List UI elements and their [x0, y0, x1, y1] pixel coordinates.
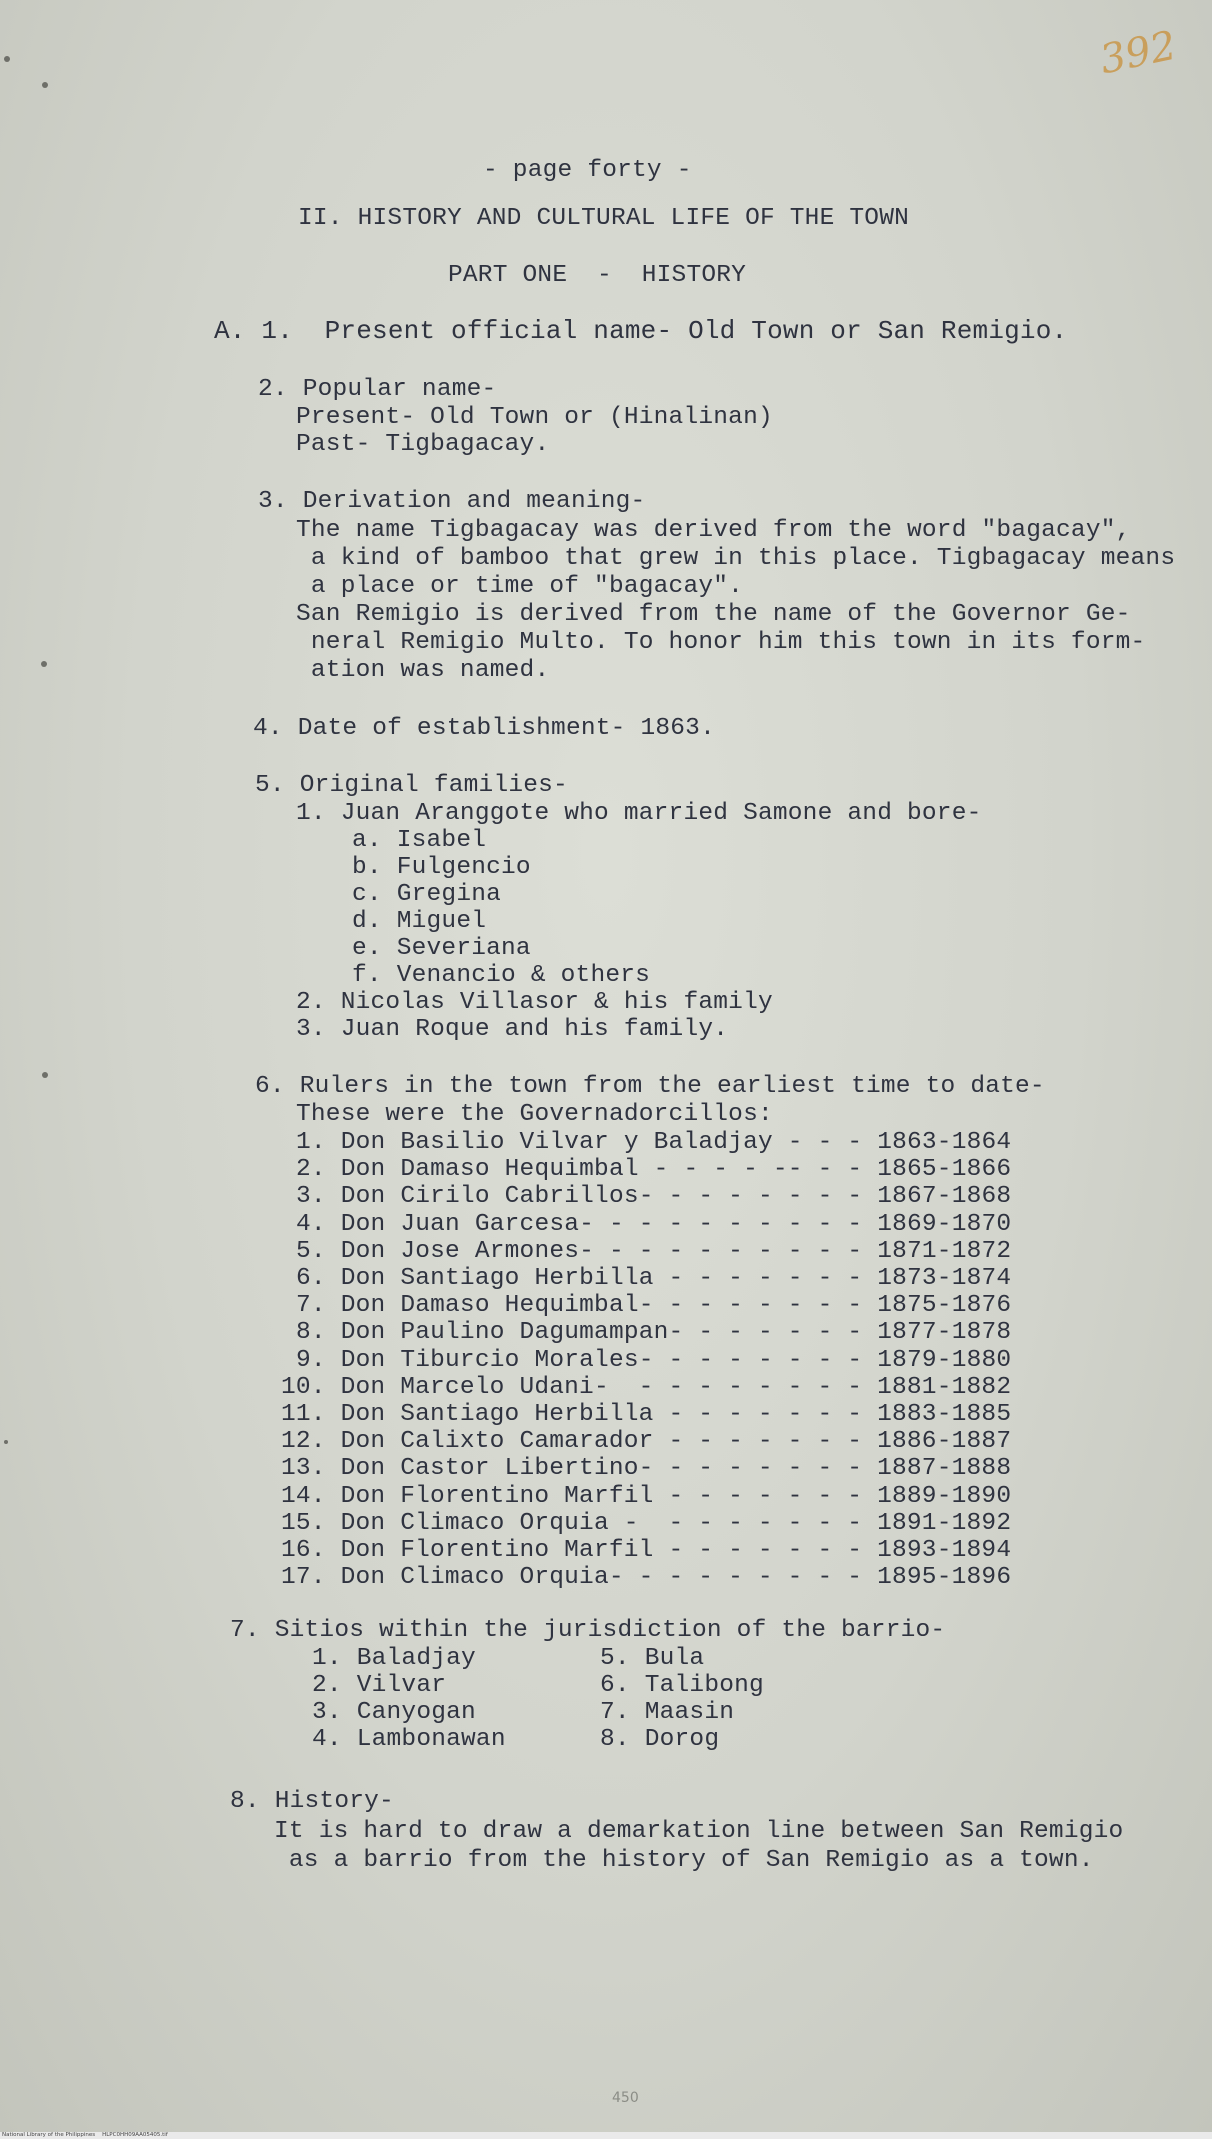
sitios-heading: 7. Sitios within the jurisdiction of the barrio-: [230, 1617, 946, 1644]
sitio-entry: 1. Baladjay: [312, 1645, 476, 1672]
derivation-line: a kind of bamboo that grew in this place. Tigbagacay means: [296, 545, 1176, 572]
rulers-heading: 6. Rulers in the town from the earliest time to date-: [255, 1073, 1045, 1100]
page-label: - page forty -: [483, 157, 692, 184]
child-entry: f. Venancio & others: [352, 962, 651, 989]
sitio-entry: 4. Lambonawan: [312, 1726, 506, 1753]
history-heading: 8. History-: [230, 1788, 394, 1815]
derivation-line: San Remigio is derived from the name of the Governor Ge-: [296, 601, 1131, 628]
sitio-entry: 5. Bula: [600, 1645, 705, 1672]
part-title: PART ONE - HISTORY: [448, 262, 747, 289]
derivation-line: a place or time of "bagacay".: [296, 573, 744, 600]
ruler-entry: 6. Don Santiago Herbilla - - - - - - - 1873-1874: [296, 1265, 1012, 1292]
ruler-entry: 11. Don Santiago Herbilla - - - - - - - 1883-1885: [281, 1401, 1012, 1428]
family-entry: 3. Juan Roque and his family.: [296, 1016, 729, 1043]
derivation-line: The name Tigbagacay was derived from the word "bagacay",: [296, 517, 1131, 544]
family-entry: 1. Juan Aranggote who married Samone and bore-: [296, 800, 982, 827]
ruler-entry: 15. Don Climaco Orquia - - - - - - - - 1891-1892: [281, 1509, 1012, 1537]
sitio-entry: 6. Talibong: [600, 1672, 764, 1699]
binding-hole: [42, 82, 48, 88]
archive-footer: National Library of the Philippines HLPC0HH09AA05405.tif: [0, 2132, 1212, 2139]
popular-name-past: Past- Tigbagacay.: [296, 431, 550, 458]
popular-name-heading: 2. Popular name-: [258, 376, 497, 403]
binding-hole: [42, 1072, 48, 1078]
child-entry: c. Gregina: [352, 881, 502, 908]
derivation-line: neral Remigio Multo. To honor him this town in its form-: [296, 629, 1146, 656]
binding-hole: [4, 1440, 8, 1444]
establishment-date: 4. Date of establishment- 1863.: [253, 715, 715, 742]
ruler-entry: 8. Don Paulino Dagumampan- - - - - - - 1877-1878: [296, 1319, 1012, 1347]
derivation-line: ation was named.: [296, 657, 550, 684]
history-line: as a barrio from the history of San Remigio as a town.: [274, 1847, 1094, 1874]
child-entry: b. Fulgencio: [352, 854, 531, 881]
ruler-entry: 9. Don Tiburcio Morales- - - - - - - - 1879-1880: [296, 1346, 1012, 1374]
ruler-entry: 10. Don Marcelo Udani- - - - - - - - - 1881-1882: [281, 1373, 1012, 1401]
ruler-entry: 3. Don Cirilo Cabrillos- - - - - - - - 1867-1868: [296, 1183, 1012, 1211]
sitio-entry: 7. Maasin: [600, 1699, 735, 1726]
ruler-entry: 13. Don Castor Libertino- - - - - - - - 1887-1888: [281, 1455, 1012, 1483]
rulers-intro: These were the Governadorcillos:: [296, 1101, 773, 1128]
popular-name-present: Present- Old Town or (Hinalinan): [296, 404, 773, 431]
bottom-mark: 450: [612, 2090, 639, 2106]
ruler-entry: 1. Don Basilio Vilvar y Baladjay - - - 1863-1864: [296, 1129, 1012, 1156]
child-entry: e. Severiana: [352, 935, 531, 962]
families-heading: 5. Original families-: [255, 772, 568, 799]
sitio-entry: 8. Dorog: [600, 1726, 720, 1753]
section-title: II. HISTORY AND CULTURAL LIFE OF THE TOWN: [298, 205, 909, 232]
ruler-entry: 7. Don Damaso Hequimbal- - - - - - - - 1875-1876: [296, 1292, 1012, 1320]
derivation-heading: 3. Derivation and meaning-: [258, 488, 646, 515]
ruler-entry: 5. Don Jose Armones- - - - - - - - - - 1871-1872: [296, 1237, 1012, 1265]
binding-hole: [41, 661, 47, 667]
ruler-entry: 4. Don Juan Garcesa- - - - - - - - - - 1869-1870: [296, 1210, 1012, 1238]
sitio-entry: 2. Vilvar: [312, 1672, 447, 1699]
ruler-entry: 14. Don Florentino Marfil - - - - - - - 1889-1890: [281, 1482, 1012, 1510]
ruler-entry: 2. Don Damaso Hequimbal - - - - -- - - 1865-1866: [296, 1156, 1012, 1184]
binding-hole: [4, 56, 10, 62]
ruler-entry: 16. Don Florentino Marfil - - - - - - - 1893-1894: [281, 1537, 1012, 1564]
child-entry: d. Miguel: [352, 908, 487, 935]
history-line: It is hard to draw a demarkation line between San Remigio: [274, 1818, 1124, 1845]
ruler-entry: 12. Don Calixto Camarador - - - - - - - 1886-1887: [281, 1428, 1012, 1456]
handwritten-page-number: 392: [1095, 22, 1180, 84]
family-entry: 2. Nicolas Villasor & his family: [296, 989, 773, 1016]
ruler-entry: 17. Don Climaco Orquia- - - - - - - - - 1895-1896: [281, 1564, 1012, 1592]
official-name: A. 1. Present official name- Old Town or San Remigio.: [214, 316, 1068, 346]
sitio-entry: 3. Canyogan: [312, 1699, 476, 1726]
child-entry: a. Isabel: [352, 827, 487, 854]
